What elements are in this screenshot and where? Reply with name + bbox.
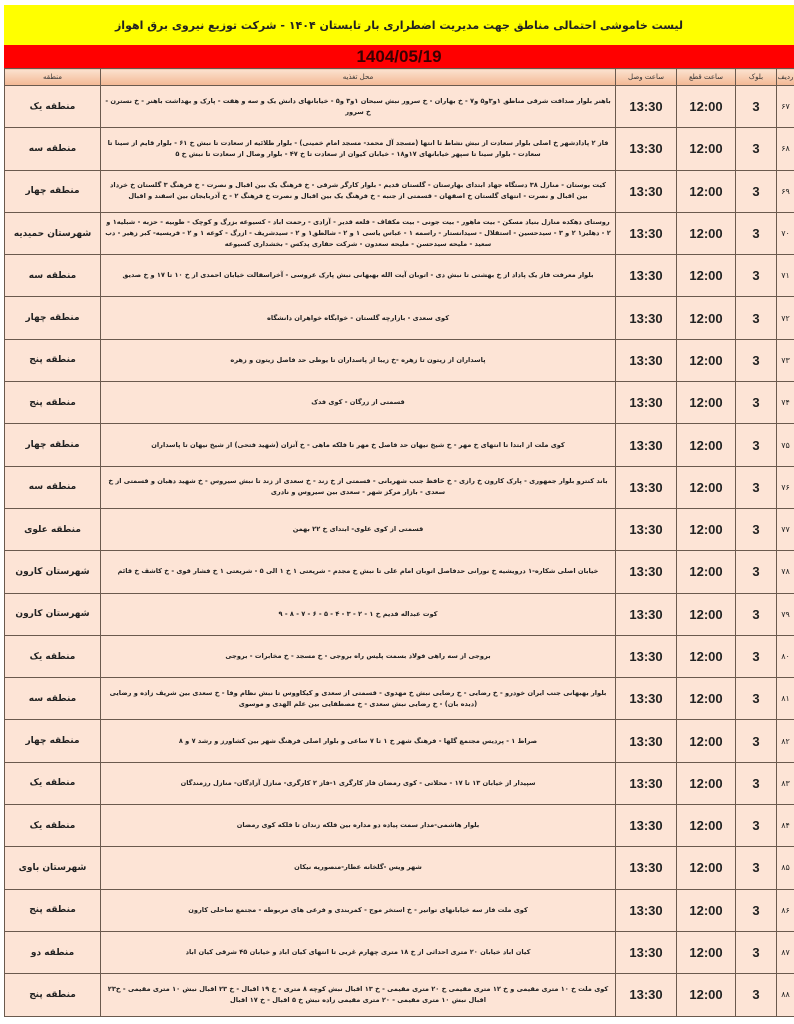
table-row: [5, 762, 794, 804]
row-number: ۸۴: [777, 805, 794, 847]
row-number: ۸۱: [777, 678, 794, 720]
feed-location-cell: کوت عبداله قدیم خ ۱ - ۲ - ۳ - ۴ - ۵ - ۶ - ۷ - ۸ - ۹: [101, 593, 616, 635]
connect-time-cell: 13:30: [616, 847, 677, 889]
cut-time-cell: 12:00: [677, 86, 736, 128]
connect-time-cell: 13:30: [616, 212, 677, 254]
region-cell: منطقه سه: [5, 466, 101, 508]
row-number: ۷۱: [777, 255, 794, 297]
feed-location-cell: بروجی از سه راهی فولاد بسمت پلیس راه بروجی - خ مسجد - خ مخابرات - بروجی: [101, 635, 616, 677]
row-number: ۶۸: [777, 128, 794, 170]
row-number: ۸۲: [777, 720, 794, 762]
region-cell: منطقه علوی: [5, 508, 101, 550]
connect-time-cell: 13:30: [616, 170, 677, 212]
connect-time-cell: 13:30: [616, 466, 677, 508]
region-cell: منطقه پنج: [5, 889, 101, 931]
table-row: [5, 297, 794, 339]
region-cell: شهرستان کارون: [5, 593, 101, 635]
connect-time-cell: 13:30: [616, 635, 677, 677]
connect-time-cell: 13:30: [616, 974, 677, 1016]
feed-location-cell: روستای دهکده منازل بنیاد مسکن - بیت ماهور - بیت جونی - بیت مکفاف - قلعه قدیر - آزادی - رحمت اباد - کسیوعه بزرگ و کوچک - طوبیه - حزبه - شبلیه۱ و ۲ - دهلیز۱ ۲ و ۳ - سیدحسین - استقلال - سیدانستار - راسمه ۱ - عباس یاسی ۱ و ۲ - شالطق۱ و ۲ - سیدشریف - ازرگ - کوعه ۱ و ۲ - فریسیه- کبر زهیر - دب سعید - ملیحه سیدحسن - ملیحه سعدون - شرکت حفاری پدکس - بخشداری کسیوعه: [101, 212, 616, 254]
block-cell: 3: [736, 593, 777, 635]
cut-time-cell: 12:00: [677, 212, 736, 254]
feed-location-cell: بلوار بهبهانی جنب ایران خودرو - خ رضایی - خ رضایی نبش خ مهدوی - قسمتی از سعدی و کیکاووس تا نبش نظام وفا - خ سعدی بین شریف زاده و رضایی (دیده بان) - خ رضایی نبش سعدی - خ مصطفایی بین علم الهدی و موسوی: [101, 678, 616, 720]
region-cell: منطقه یک: [5, 86, 101, 128]
feed-location-cell: کوی ملت فاز سه خیابانهای توانیر - خ استخر موج - کمربندی و فرعی های مربوطه - مجتمع ساحلی کارون: [101, 889, 616, 931]
region-cell: منطقه سه: [5, 255, 101, 297]
region-cell: شهرستان کارون: [5, 551, 101, 593]
region-cell: منطقه چهار: [5, 720, 101, 762]
feed-location-cell: کوی ملت از ابتدا تا انتهای خ مهر - خ شیخ نیهان حد فاصل خ مهر تا فلکه ماهی - خ آتزان (شهید فتحی) از شیخ نیهان تا پاسداران: [101, 424, 616, 466]
header-connect-time: ساعت وصل: [616, 69, 677, 86]
cut-time-cell: 12:00: [677, 847, 736, 889]
cut-time-cell: 12:00: [677, 889, 736, 931]
block-cell: 3: [736, 931, 777, 973]
table-row: [5, 847, 794, 889]
feed-location-cell: خیابان اصلی شکاره-۱ درویشیه خ نورانی حدفاصل اتوبان امام علی تا نبش خ مجدم - شریعتی ۱ خ ۱ الی ۵ - شریعتی ۱ خ فشار قوی - خ کاشف خ قائم: [101, 551, 616, 593]
row-number: ۷۸: [777, 551, 794, 593]
cut-time-cell: 12:00: [677, 551, 736, 593]
block-cell: 3: [736, 382, 777, 424]
region-cell: منطقه پنج: [5, 339, 101, 381]
connect-time-cell: 13:30: [616, 593, 677, 635]
row-number: ۷۴: [777, 382, 794, 424]
table-header-row: [5, 69, 794, 86]
cut-time-cell: 12:00: [677, 593, 736, 635]
connect-time-cell: 13:30: [616, 551, 677, 593]
table-row: [5, 382, 794, 424]
region-cell: منطقه یک: [5, 635, 101, 677]
header-cut-time: ساعت قطع: [677, 69, 736, 86]
block-cell: 3: [736, 678, 777, 720]
feed-location-cell: کوی ملت خ ۱۰ متری مقیمی و خ ۱۲ متری مقیمی خ ۲۰ متری مقیمی - خ ۱۳ اقبال نبش کوچه ۸ متری - خ ۱۹ اقبال - خ ۲۳ اقبال نبش ۱۰ متری مقیمی - خ۲۳ اقبال نبش ۱۰ متری مقیمی - ۲۰ متری مقیمی زاده نبش خ ۵ اقبال - خ ۱۷ اقبال: [101, 974, 616, 1016]
block-cell: 3: [736, 974, 777, 1016]
block-cell: 3: [736, 212, 777, 254]
region-cell: منطقه پنج: [5, 382, 101, 424]
cut-time-cell: 12:00: [677, 720, 736, 762]
table-row: [5, 212, 794, 254]
table-row: [5, 86, 794, 128]
connect-time-cell: 13:30: [616, 762, 677, 804]
block-cell: 3: [736, 720, 777, 762]
header-block: بلوک: [736, 69, 777, 86]
table-row: [5, 593, 794, 635]
block-cell: 3: [736, 86, 777, 128]
row-number: ۷۰: [777, 212, 794, 254]
feed-location-cell: سپیدار از خیابان ۱۳ تا ۱۷ - محلاتی - کوی رمضان فاز کارگری ۱-فاز ۲ کارگری- منازل آزادگان- منازل رزمندگان: [101, 762, 616, 804]
connect-time-cell: 13:30: [616, 86, 677, 128]
block-cell: 3: [736, 635, 777, 677]
cut-time-cell: 12:00: [677, 339, 736, 381]
connect-time-cell: 13:30: [616, 889, 677, 931]
row-number: ۶۷: [777, 86, 794, 128]
cut-time-cell: 12:00: [677, 424, 736, 466]
document-title: لیست خاموشی احتمالی مناطق جهت مدیریت اضطراری بار تابستان ۱۴۰۴ - شرکت توزیع نیروی برق اهواز: [4, 5, 794, 46]
cut-time-cell: 12:00: [677, 170, 736, 212]
header-region: منطقه: [5, 69, 101, 86]
table-row: [5, 339, 794, 381]
outage-table: [4, 68, 794, 1017]
row-number: ۸۰: [777, 635, 794, 677]
block-cell: 3: [736, 255, 777, 297]
table-row: [5, 678, 794, 720]
connect-time-cell: 13:30: [616, 128, 677, 170]
region-cell: منطقه سه: [5, 678, 101, 720]
region-cell: منطقه یک: [5, 762, 101, 804]
feed-location-cell: بلوار معرفت فاز یک پاداد از خ بهشتی تا نبش دی - اتوبان آیت الله بهبهانی نبش پارک عروسی - آخراسفالت خیابان احمدی از خ ۱۰ تا ۱۷ و خ صدیق: [101, 255, 616, 297]
feed-location-cell: باند کنترو بلوار جمهوری - پارک کارون خ رازی - خ حافظ جنب شهربانی - قسمتی از خ زند - خ سعدی از زند تا نبش سیروس - خ شهید دهبان و قسمتی از خ سعدی - بازار مرکز شهر - سعدی بین سیروس و نادری: [101, 466, 616, 508]
header-feed-location: محل تغذیه: [101, 69, 616, 86]
block-cell: 3: [736, 847, 777, 889]
feed-location-cell: کوی سعدی - بازارچه گلستان - خوابگاه خواهران دانشگاه: [101, 297, 616, 339]
table-row: [5, 931, 794, 973]
document-date: 1404/05/19: [4, 45, 794, 68]
row-number: ۸۳: [777, 762, 794, 804]
feed-location-cell: قسمتی از کوی علوی- ابتدای خ ۲۲ بهمن: [101, 508, 616, 550]
region-cell: منطقه سه: [5, 128, 101, 170]
connect-time-cell: 13:30: [616, 720, 677, 762]
connect-time-cell: 13:30: [616, 297, 677, 339]
table-row: [5, 805, 794, 847]
feed-location-cell: کیت بوستان - منازل ۳۸ دستگاه جهاد ابتدای بهارستان - گلستان قدیم - بلوار کارگر شرقی - خ فرهنگ یک بین اقبال و نصرت - خ فرهنگ ۳ گلستان خ خرداد بین اقبال و نصرت - انتهای گلستان خ اصفهان - قسمتی از جنبه - خ فرهنگ یک بین اقبال و نصرت خ فرهنگ ۲ - خ آذربایجان بین اسفند و اقبال: [101, 170, 616, 212]
row-number: ۶۹: [777, 170, 794, 212]
region-cell: منطقه چهار: [5, 297, 101, 339]
row-number: ۷۳: [777, 339, 794, 381]
feed-location-cell: کیان اباد خیابان ۲۰ متری احداثی از خ ۱۸ متری چهارم غربی تا انتهای کیان اباد و خیابان ۴۵ شرقی کیان اباد: [101, 931, 616, 973]
row-number: ۸۶: [777, 889, 794, 931]
connect-time-cell: 13:30: [616, 424, 677, 466]
table-row: [5, 974, 794, 1016]
cut-time-cell: 12:00: [677, 635, 736, 677]
table-row: [5, 720, 794, 762]
connect-time-cell: 13:30: [616, 805, 677, 847]
cut-time-cell: 12:00: [677, 762, 736, 804]
row-number: ۷۶: [777, 466, 794, 508]
cut-time-cell: 12:00: [677, 974, 736, 1016]
cut-time-cell: 12:00: [677, 297, 736, 339]
feed-location-cell: بلوار هاشمی-مدار سمت پیاده دو مداره بین فلکه زندان تا فلکه کوی رمضان: [101, 805, 616, 847]
region-cell: منطقه چهار: [5, 424, 101, 466]
region-cell: شهرستان باوی: [5, 847, 101, 889]
table-row: [5, 128, 794, 170]
connect-time-cell: 13:30: [616, 931, 677, 973]
block-cell: 3: [736, 466, 777, 508]
row-number: ۷۵: [777, 424, 794, 466]
cut-time-cell: 12:00: [677, 508, 736, 550]
feed-location-cell: شهر ویس -گلخانه عطار-منصوریه نیکان: [101, 847, 616, 889]
feed-location-cell: قسمتی از زرگان - کوی فدک: [101, 382, 616, 424]
table-row: [5, 551, 794, 593]
block-cell: 3: [736, 762, 777, 804]
table-row: [5, 424, 794, 466]
table-row: [5, 889, 794, 931]
block-cell: 3: [736, 128, 777, 170]
row-number: ۷۹: [777, 593, 794, 635]
cut-time-cell: 12:00: [677, 255, 736, 297]
row-number: ۸۸: [777, 974, 794, 1016]
region-cell: منطقه دو: [5, 931, 101, 973]
cut-time-cell: 12:00: [677, 466, 736, 508]
cut-time-cell: 12:00: [677, 128, 736, 170]
region-cell: منطقه یک: [5, 805, 101, 847]
block-cell: 3: [736, 889, 777, 931]
connect-time-cell: 13:30: [616, 339, 677, 381]
cut-time-cell: 12:00: [677, 678, 736, 720]
table-row: [5, 170, 794, 212]
table-row: [5, 466, 794, 508]
row-number: ۷۲: [777, 297, 794, 339]
row-number: ۸۷: [777, 931, 794, 973]
cut-time-cell: 12:00: [677, 805, 736, 847]
feed-location-cell: باهنر بلوار صداقت شرقی مناطق ۱و۳و۵ و۷ - خ بهاران - خ سرور نبش سبحان ۱و۳ و۵ - خیابانهای دانش یک و سه و هفت - پارک و بهداشت باهنر - خ نسترن - خ سرور: [101, 86, 616, 128]
feed-location-cell: صراط ۱ - پردیس مجتمع گلها - فرهنگ شهر خ ۱ تا ۷ ساعی و بلوار اصلی فرهنگ شهر بین کشاورز و رشد ۷ و ۸: [101, 720, 616, 762]
block-cell: 3: [736, 297, 777, 339]
region-cell: منطقه پنج: [5, 974, 101, 1016]
cut-time-cell: 12:00: [677, 382, 736, 424]
block-cell: 3: [736, 805, 777, 847]
block-cell: 3: [736, 424, 777, 466]
row-number: ۸۵: [777, 847, 794, 889]
row-number: ۷۷: [777, 508, 794, 550]
block-cell: 3: [736, 551, 777, 593]
block-cell: 3: [736, 508, 777, 550]
feed-location-cell: فاز ۲ پادادشهر خ اصلی بلوار سعادت از نبش نشاط تا انتها (مسجد آل محمد- مسجد امام خمینی) - بلوار طلائیه از سعادت تا نبش خ ۶۱ - بلوار قایم از سینا تا سعادت - بلوار سینا تا سپهر خیابانهای ۱۷و۱۸ - خیابان کیوان از سعادت تا خ ۴۷ - بلوار وصال از سعادت تا نبش خ ۵: [101, 128, 616, 170]
region-cell: شهرستان حمیدیه: [5, 212, 101, 254]
cut-time-cell: 12:00: [677, 931, 736, 973]
region-cell: منطقه چهار: [5, 170, 101, 212]
connect-time-cell: 13:30: [616, 382, 677, 424]
table-row: [5, 255, 794, 297]
block-cell: 3: [736, 170, 777, 212]
table-row: [5, 635, 794, 677]
connect-time-cell: 13:30: [616, 678, 677, 720]
feed-location-cell: پاسداران از زیتون تا زهره -خ زیبا از پاسداران تا یوطی حد فاصل زیتون و زهره: [101, 339, 616, 381]
header-row-no: ردیف: [777, 69, 794, 86]
connect-time-cell: 13:30: [616, 255, 677, 297]
table-row: [5, 508, 794, 550]
block-cell: 3: [736, 339, 777, 381]
connect-time-cell: 13:30: [616, 508, 677, 550]
